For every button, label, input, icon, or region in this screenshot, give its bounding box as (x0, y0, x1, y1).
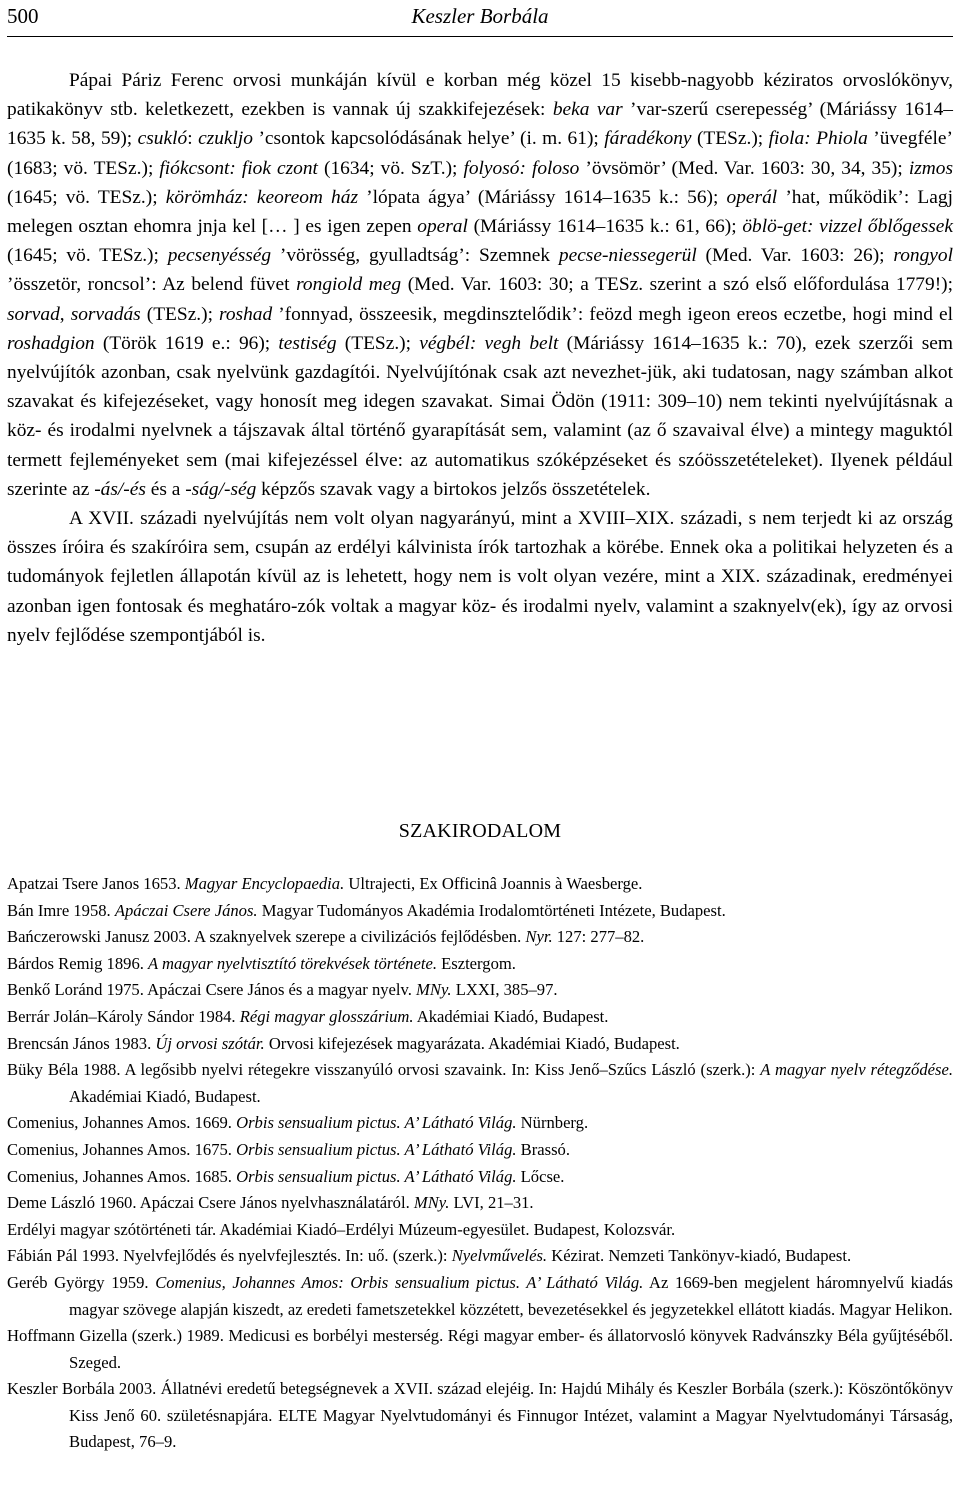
reference-entry (7, 1110, 953, 1137)
reference-entry (7, 898, 953, 925)
text-run: Comenius, Johannes Amos. 1669. (7, 1113, 237, 1133)
text-run: , (59, 303, 71, 325)
reference-entry (7, 871, 953, 898)
italic-term: fiola: Phiola (768, 128, 868, 150)
page-header (7, 0, 953, 37)
italic-term: sorvadás (70, 303, 141, 325)
text-run: : (187, 128, 199, 150)
text-run: (1645; vö. TESz.); (7, 186, 166, 208)
italic-term: sorvad (7, 303, 60, 325)
text-run: (Máriássy 1614–1635 k.: 70), ezek szerzői sem nyelvújítók azonban, csak nyelvünk gazdagítói. Nyelvújítónak csak azt nevezhet-jük, aki tudatosan, nagy számban alkot szavakat és kifejezéseket, vagy honosít meg idegen szavakat. Simai Ödön (1911: 309–10) nem tekinti nyelvújításnak a köz- és irodalmi nyelvnek a tájszavak által történő gyarapítását sem, valamint (az ő szavaival élve) a mintegy maguktól termett fejleményeket sem (mai kifejezéssel élve: az automatikus szóképzéseket és szóösszetételeket). Ilyenek például szerinte az (7, 332, 953, 500)
reference-entry (7, 1217, 953, 1244)
text-run: Hoffmann Gizella (szerk.) 1989. Medicusi es borbélyi mesterség. Régi magyar ember- és állatorvosló könyvek Radvánszky Béla gyűjtéséből. Szeged. (7, 1326, 953, 1372)
text-run: Akadémiai Kiadó, Budapest. (69, 1086, 261, 1106)
italic-term: rongyol (893, 245, 953, 267)
italic-term: A magyar nyelv rétegződése. (760, 1060, 953, 1080)
text-run: (TESz.); (140, 303, 220, 325)
text-run: Magyar Tudományos Akadémia Irodalomtörténeti Intézete, Budapest. (257, 900, 726, 920)
italic-term: öblö-get: vizzel őblőgessek (742, 216, 953, 238)
text-run: Keszler Borbála 2003. Állatnévi eredetű betegségnevek a XVII. század elejéig. In: Hajdú Mihály és Keszler Borbála (szerk.): Köszöntőkönyv Kiss Jenő 60. születésnapjára. ELTE Magyar Nyelvtudományi és Finnugor Intézet, valamint a Magyar Nyelvtudományi Társaság, Budapest, 76–9. (7, 1379, 953, 1452)
reference-entry (7, 1243, 953, 1270)
italic-term: roshadgion (7, 332, 95, 354)
italic-term: czukljo (198, 128, 253, 150)
text-run: Esztergom. (436, 953, 516, 973)
text-run: ’hat, működik’: Lagj melegen osztan ehomra jnja kel [… ] es igen zepen (7, 186, 953, 238)
text-run: Erdélyi magyar szótörténeti tár. Akadémiai Kiadó–Erdélyi Múzeum-egyesület. Budapest, Kolozsvár. (7, 1219, 676, 1239)
italic-term: Régi magyar glosszárium. (239, 1006, 414, 1026)
text-run: (TESz.); (336, 332, 420, 354)
italic-term: körömház: keoreom ház (165, 186, 358, 208)
text-run: Fábián Pál 1993. Nyelvfejlődés és nyelvfejlesztés. In: uő. (szerk.): (7, 1246, 452, 1266)
reference-entry (7, 1137, 953, 1164)
text-run: Bárdos Remig 1896. (7, 953, 149, 973)
text-run: ’vörösség, gyulladtság’: Szemnek (271, 245, 559, 267)
italic-term: MNy. (413, 1193, 450, 1213)
italic-term: MNy. (416, 980, 452, 1000)
italic-term: A magyar nyelvtisztító törekvések története. (148, 953, 437, 973)
text-run: Geréb György 1959. (7, 1272, 156, 1292)
italic-term: folyosó: foloso (463, 157, 580, 179)
italic-term: Orbis sensualium pictus. A’ Látható Világ. (236, 1139, 517, 1159)
text-run: (Máriássy 1614–1635 k.: 61, 66); (467, 216, 743, 238)
text-run: Berrár Jolán–Károly Sándor 1984. (7, 1006, 240, 1026)
text-run: Akadémiai Kiadó, Budapest. (413, 1006, 609, 1026)
text-run: ’üvegféle’ (1683; vö. TESz.); (7, 128, 953, 179)
text-run: Benkő Loránd 1975. Apáczai Csere János és a magyar nyelv. (7, 980, 417, 1000)
paragraph (7, 66, 953, 504)
section-title: SZAKIRODALOM (398, 820, 562, 842)
italic-term: Új orvosi szótár. (155, 1033, 265, 1053)
text-run: Büky Béla 1988. A legősibb nyelvi rétegekre visszanyúló orvosi szavaink. In: Kiss Jenő–Szűcs László (szerk.): (7, 1060, 761, 1080)
text-run: LXXI, 385–97. (451, 980, 558, 1000)
italic-term: Nyr. (525, 927, 553, 947)
text-run: Brassó. (516, 1139, 570, 1159)
italic-term: operal (417, 216, 468, 238)
paragraph: A XVII. századi nyelvújítás nem volt olyan nagyarányú, mint a XVIII–XIX. századi, s nem terjedt ki az ország összes íróira és szakíróira sem, csupán az erdélyi kálvinista írók tartozhak a körébe. Ennek oka a politikai helyzeten és a tudományok fejletlen állapotán kívül az is lehetett, hogy nem is volt olyan vezére, mint a XIX. századinak, eredményei azonban igen fontosak és meghatáro-zók voltak a magyar köz- és irodalmi nyelv, valamint a szaknyelv(ek), így az orvosi nyelv fejlődése szempontjából is. (7, 508, 953, 646)
reference-entry (7, 1376, 953, 1456)
text-run: Bán Imre 1958. (7, 900, 115, 920)
italic-term: végbél: vegh belt (419, 332, 559, 354)
text-run: Deme László 1960. Apáczai Csere János nyelvhasználatáról. (7, 1193, 414, 1213)
italic-term: csukló (137, 128, 188, 150)
reference-entry (7, 1031, 953, 1058)
text-run: Lőcse. (516, 1166, 565, 1186)
reference-entry (7, 1323, 953, 1376)
text-run: ’var-szerű cserepesség’ (Máriássy 1614–1635 k. 58, 59); (7, 99, 953, 150)
page-number: 500 (7, 4, 39, 28)
italic-term: Nyelvművelés. (451, 1246, 548, 1266)
text-run: (1634; vö. SzT.); (317, 157, 464, 179)
italic-term: pecsenyésség (167, 245, 272, 267)
text-run: Orvosi kifejezések magyarázata. Akadémiai Kiadó, Budapest. (264, 1033, 680, 1053)
text-run: Apatzai Tsere Janos 1653. (7, 874, 185, 893)
text-run: ’fonnyad, összeesik, megdinsztelődik’: feözd megh igeon ereos eczetbe, hogi mind el (272, 303, 953, 325)
reference-entry (7, 1057, 953, 1110)
text-run: Az 1669-ben megjelent háromnyelvű kiadás magyar szövege alapján kiszedt, az eredeti fametszetekkel közzétett, bevezetésekkel és jegyzetekkel ellátott kiadás. Magyar Helikon. (69, 1272, 953, 1319)
text-run: ’övsömör’ (Med. Var. 1603: 30, 34, 35); (579, 157, 909, 179)
text-run: (1645; vö. TESz.); (7, 245, 168, 267)
italic-term: roshad (219, 303, 273, 325)
italic-term: izmos (908, 157, 953, 179)
text-run: és a (145, 478, 186, 500)
text-run: Comenius, Johannes Amos. 1685. (7, 1166, 237, 1186)
reference-entry (7, 1270, 953, 1323)
reference-entry (7, 951, 953, 978)
text-run: Kézirat. Nemzeti Tankönyv-kiadó, Budapest. (547, 1246, 852, 1266)
reference-list (7, 871, 953, 1456)
reference-entry (7, 977, 953, 1004)
italic-term: Magyar Encyclopaedia. (184, 874, 345, 893)
italic-term: fáradékony (604, 128, 692, 150)
reference-entry (7, 1004, 953, 1031)
text-run: (Med. Var. 1603: 26); (696, 245, 894, 267)
text-run: (Török 1619 e.: 96); (94, 332, 279, 354)
text-run: képzős szavak vagy a birtokos jelzős összetételek. (256, 478, 651, 500)
text-run: Pápai Páriz Ferenc orvosi munkáján kívül e korban még közel 15 kisebb-nagyobb kéziratos orvoslókönyv, patikakönyv stb. keletkezett, ezekben is vannak új szakkifejezések: (7, 70, 953, 121)
body-text (7, 66, 953, 650)
italic-term: Apáczai Csere János. (114, 900, 258, 920)
reference-entry (7, 1164, 953, 1191)
italic-term: operál (726, 186, 778, 208)
text-run: (Med. Var. 1603: 30; a TESz. szerint a szó első előfordulása 1779!); (401, 274, 954, 296)
italic-term: beka var (552, 99, 623, 121)
text-run: Ultrajecti, Ex Officinâ Joannis à Waesberge. (344, 874, 643, 893)
italic-term: Orbis sensualium pictus. A’ Látható Világ. (236, 1113, 517, 1133)
text-run: ’lópata ágya’ (Máriássy 1614–1635 k.: 56); (358, 186, 727, 208)
text-run: Brencsán János 1983. (7, 1033, 156, 1053)
text-run: Bańczerowski Janusz 2003. A szaknyelvek szerepe a civilizációs fejlődésben. (7, 927, 526, 947)
text-run: ’összetör, roncsol’: Az belend füvet (7, 274, 297, 296)
text-run: (TESz.); (691, 128, 769, 150)
reference-entry (7, 1190, 953, 1217)
text-run: ’csontok kapcsolódásának helye’ (i. m. 61); (253, 128, 605, 150)
italic-term: Comenius, Johannes Amos: Orbis sensualium pictus. A’ Látható Világ. (155, 1272, 644, 1292)
italic-term: testiség (278, 332, 337, 354)
italic-term: -ság/-ség (185, 478, 257, 500)
italic-term: rongiold meg (296, 274, 402, 296)
text-run: Comenius, Johannes Amos. 1675. (7, 1139, 237, 1159)
reference-entry (7, 924, 953, 951)
italic-term: Orbis sensualium pictus. A’ Látható Világ. (236, 1166, 517, 1186)
italic-term: pecse-niessegerül (558, 245, 697, 267)
text-run: Nürnberg. (516, 1113, 589, 1133)
text-run: 127: 277–82. (552, 927, 645, 947)
text-run: LVI, 21–31. (449, 1193, 534, 1213)
running-title: Keszler Borbála (411, 4, 549, 28)
italic-term: fiókcsont: fiok czont (159, 157, 318, 179)
italic-term: -ás/-és (94, 478, 146, 500)
